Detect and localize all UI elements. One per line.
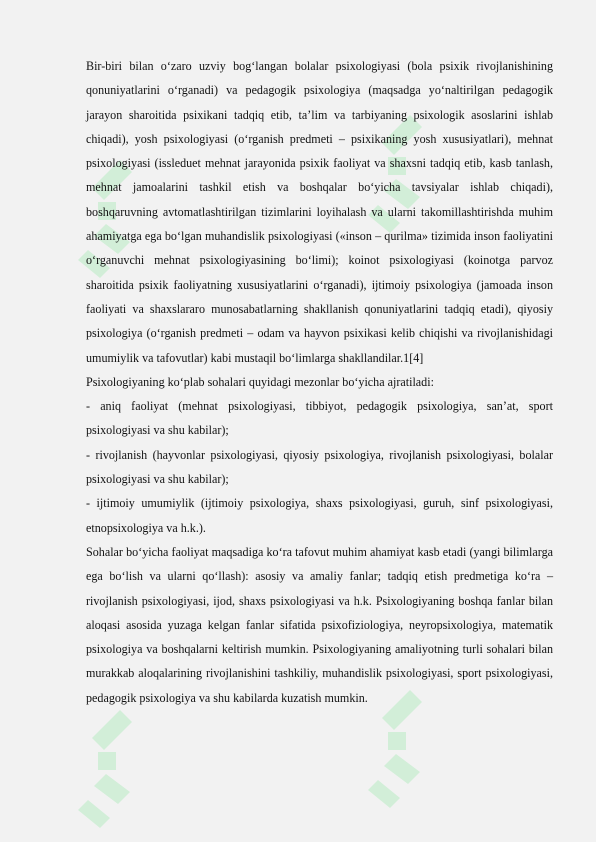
document-body (86, 54, 553, 710)
watermark-logo (70, 700, 150, 830)
paragraph-fields-summary: Sohalar bo‘yicha faoliyat maqsadiga ko‘ra tafovut muhim ahamiyat kasb etadi (yangi bilimlarga ega bo‘lish va ularni qo‘llash): asosiy va amaliy fanlar; tadqiq etish predmetiga ko‘ra – rivojlanish psixologiyasi, ijod, shaxs psixologiyasi va h.k. Psixologiyaning boshqa fanlar bilan aloqasi asosida yuzaga kelgan fanlar sifatida psixofiziologiya, neyropsixologiya, matematik psixologiya va boshqalarni keltirish mumkin. Psixologiyaning amaliyotning turli sohalari bilan murakkab aloqalarining rivojlanishini tashkiliy, muhandislik psixologiyasi, sport psixologiyasi, pedagogik psixologiya va shu kabilarda kuzatish mumkin. (86, 544, 553, 705)
paragraph-criteria-intro: Psixologiyaning ko‘plab sohalari quyidagi mezonlar bo‘yicha ajratiladi: (86, 374, 434, 389)
list-item-social: - ijtimoiy umumiylik (ijtimoiy psixologiya, shaxs psixologiyasi, guruh, sinf psixologiyasi, etnopsixologiya va h.k.). (86, 496, 553, 535)
paragraph-psychology-branches: Bir-biri bilan o‘zaro uzviy bog‘langan bolalar psixologiyasi (bola psixik rivojlanishining qonuniyatlarini o‘rganadi) va pedagogik psixologiya (maqsadga yo‘naltirilgan pedagogik jarayon sharoitida psixikani tadqiq etib, ta’lim va tarbiyaning psixologik asoslarini ishlab chiqadi), yosh psixologiyasi (o‘rganish predmeti – psixikaning yosh xususiyatlari), mehnat psixologiyasi (issleduet mehnat jarayonida psixik faoliyat va shaxsni tadqiq etib, kasb tanlash, mehnat jamoalarini tashkil etish va boshqalar bo‘yicha tavsiyalar ishlab chiqadi), boshqaruvning avtomatlashtirilgan tizimlarini loyihalash va ularni takomillashtirishda muhim ahamiyatga ega bo‘lgan muhandislik psixologiyasi («inson – qurilma» tizimida inson faoliyatini o‘rganuvchi mehnat psixologiyasining bo‘limi); koinot psixologiyasi (koinotga parvoz sharoitida psixik faoliyatning xususiyatlarini o‘rganadi), ijtimoiy psixologiya (jamoada inson faoliyati va shaxslararo munosabatlarning shakllanish qonuniyatlarini tadqiq etadi), qiyosiy psixologiya (o‘rganish predmeti – odam va hayvon psixikasi kelib chiqishi va rivojlanishidagi umumiylik va tafovutlar) kabi mustaqil bo‘limlarga shakllandilar.1[4] (86, 59, 553, 365)
list-item-activity: - aniq faoliyat (mehnat psixologiyasi, tibbiyot, pedagogik psixologiya, san’at, sport psixologiyasi va shu kabilar); (86, 399, 553, 438)
list-item-development: - rivojlanish (hayvonlar psixologiyasi, qiyosiy psixologiya, rivojlanish psixologiyasi, bolalar psixologiyasi va shu kabilar); (86, 447, 553, 487)
